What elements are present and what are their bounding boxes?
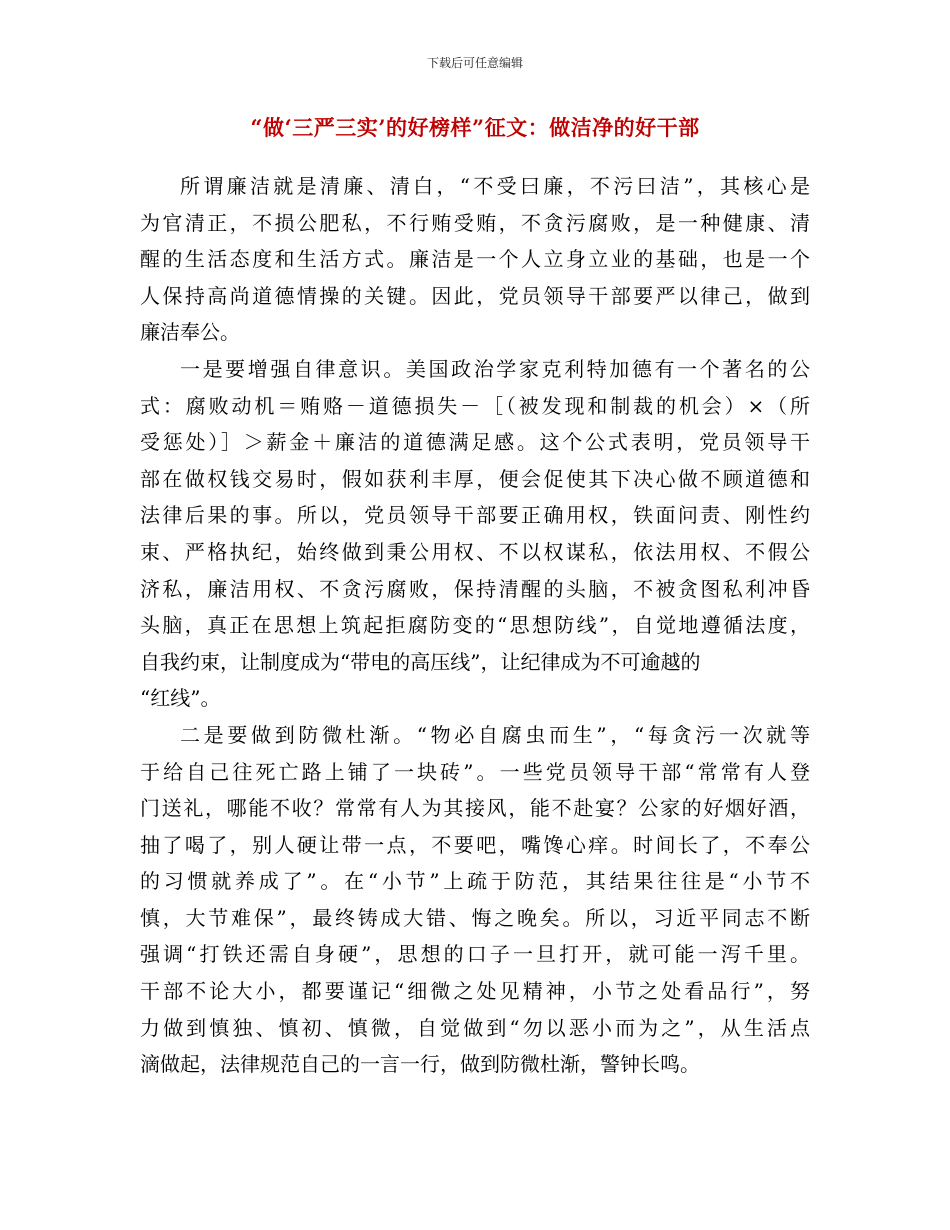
text-line: 式：腐败动机＝贿赂－道德损失－［（被发现和制裁的机会）×（所 [140,393,810,418]
text-line: 人保持高尚道德情操的关键。因此，党员领导干部要严以律己，做到 [140,283,810,308]
text-line: 受惩处）］＞薪金＋廉洁的道德满足感。这个公式表明，党员领导干 [140,430,810,455]
text-line: 干部不论大小，都要谨记“细微之处见精神，小节之处看品行”，努 [140,979,810,1004]
text-line: 门送礼，哪能不收？常常有人为其接风，能不赴宴？公家的好烟好酒， [140,796,810,821]
text-line: 自我约束，让制度成为“带电的高压线”，让纪律成为不可逾越的 [140,649,701,674]
text-line: 力做到慎独、慎初、慎微，自觉做到“勿以恶小而为之”，从生活点 [140,1015,810,1040]
text-line: 束、严格执纪，始终做到秉公用权、不以权谋私，依法用权、不假公 [140,539,810,564]
text-line: 头脑，真正在思想上筑起拒腐防变的“思想防线”，自觉地遵循法度， [140,613,810,638]
text-line: 廉洁奉公。 [140,320,240,345]
text-line: 滴做起，法律规范自己的一言一行，做到防微杜渐，警钟长鸣。 [140,1052,700,1077]
text-line: 抽了喝了，别人硬让带一点，不要吧，嘴馋心痒。时间长了，不奉公 [140,832,810,857]
paragraph [140,168,810,351]
text-line: 于给自己往死亡路上铺了一块砖”。一些党员领导干部“常常有人登 [140,759,810,784]
document-body [140,168,810,1083]
document-title: “做‘三严三实’的好榜样”征文：做洁净的好干部 [250,115,700,140]
text-line: 慎，大节难保”，最终铸成大错、悔之晚矣。所以，习近平同志不断 [140,905,810,930]
text-line: 所谓廉洁就是清廉、清白，“不受曰廉，不污曰洁”，其核心是 [180,174,810,198]
paragraph [140,351,810,717]
text-line: 济私，廉洁用权、不贪污腐败，保持清醒的头脑，不被贪图私利冲昏 [140,576,810,601]
text-line: 二是要做到防微杜渐。“物必自腐虫而生”，“每贪污一次就等 [180,722,810,747]
text-line: 的习惯就养成了”。在“小节”上疏于防范，其结果往往是“小节不 [140,869,810,894]
text-line: “红线”。 [140,686,221,711]
text-line: 一是要增强自律意识。美国政治学家克利特加德有一个著名的公 [180,356,810,381]
text-line: 部在做权钱交易时，假如获利丰厚，便会促使其下决心做不顾道德和 [140,466,810,491]
text-line: 醒的生活态度和生活方式。廉洁是一个人立身立业的基础，也是一个 [140,247,810,272]
text-line: 为官清正，不损公肥私，不行贿受贿，不贪污腐败，是一种健康、清 [140,210,810,235]
paragraph [140,717,810,1083]
text-line: 法律后果的事。所以，党员领导干部要正确用权，铁面问责、刚性约 [140,503,810,528]
text-line: 强调“打铁还需自身硬”，思想的口子一旦打开，就可能一泻千里。 [140,942,810,967]
header-note: 下载后可任意编辑 [426,56,523,70]
